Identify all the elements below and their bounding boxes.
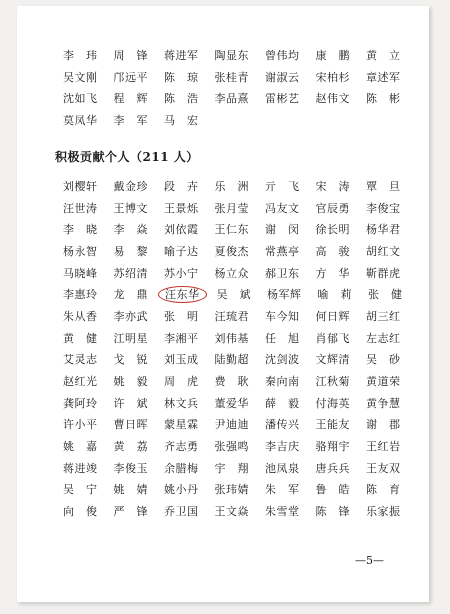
name-cell: 陈 锋 (315, 505, 350, 519)
name-cell: 许 斌 (113, 396, 148, 410)
name-cell: 郝卫东 (265, 266, 300, 280)
name-cell: 冯友文 (265, 201, 300, 215)
name-cell: 黄 荔 (113, 440, 148, 454)
name-cell: 戈 锐 (113, 353, 148, 367)
name-cell: 李俊玉 (113, 461, 148, 475)
name-cell: 邝远平 (113, 70, 148, 84)
name-cell: 严 锋 (113, 505, 148, 519)
name-cell: 唐兵兵 (315, 461, 350, 475)
name-cell: 马 宏 (164, 113, 199, 127)
name-row (55, 175, 411, 197)
name-cell: 车今知 (265, 309, 300, 323)
name-cell: 杨立众 (214, 266, 249, 280)
name-cell: 陶显东 (214, 48, 249, 62)
name-row (55, 392, 411, 414)
name-cell: 喻 莉 (317, 288, 352, 302)
name-cell: 李 玮 (63, 48, 98, 62)
name-row (55, 218, 411, 240)
name-cell: 吴文刚 (63, 70, 98, 84)
name-cell: 亓 飞 (265, 179, 300, 193)
name-cell: 戴金珍 (113, 179, 148, 193)
name-cell: 尹迪迪 (214, 418, 249, 432)
name-cell: 谢 郡 (366, 418, 401, 432)
name-cell: 乐 洲 (214, 179, 249, 193)
name-cell: 林文兵 (164, 396, 199, 410)
name-cell: 鲁 皓 (315, 483, 350, 497)
name-row (55, 44, 409, 66)
name-row (55, 414, 411, 436)
name-row (55, 327, 411, 349)
name-cell: 潘传兴 (265, 418, 300, 432)
name-row (55, 500, 411, 522)
name-cell: 高 骏 (315, 244, 350, 258)
name-cell: 刘依霞 (164, 223, 199, 237)
name-cell: 李 晓 (63, 223, 98, 237)
name-cell: 段 卉 (164, 179, 199, 193)
name-cell: 覃 旦 (366, 179, 401, 193)
name-row (55, 240, 411, 262)
name-cell: 赵伟文 (315, 92, 350, 106)
name-cell: 张月莹 (214, 201, 249, 215)
name-cell: 费 耿 (214, 375, 249, 389)
page-number: —5— (355, 554, 384, 567)
name-cell: 付海英 (315, 396, 350, 410)
name-cell: 李吉庆 (265, 440, 300, 454)
name-cell: 谢 闵 (265, 223, 300, 237)
name-cell: 吴 宁 (63, 483, 98, 497)
name-cell: 周 锋 (113, 48, 148, 62)
name-cell: 曾伟均 (265, 48, 300, 62)
document-page (17, 6, 429, 602)
name-cell: 李湘平 (164, 331, 199, 345)
name-cell: 朱 军 (265, 483, 300, 497)
name-cell: 李俊宝 (366, 201, 401, 215)
name-cell: 陈 彬 (366, 92, 401, 106)
name-cell: 喻子达 (164, 244, 199, 258)
name-list-previous (55, 44, 409, 131)
name-cell: 文辉清 (315, 353, 350, 367)
name-cell: 杨军辉 (267, 288, 302, 302)
name-cell: 周 虎 (164, 375, 199, 389)
name-cell: 张强鸣 (214, 440, 249, 454)
name-cell-circled: 汪东华 (158, 286, 207, 303)
name-cell: 宋 涛 (315, 179, 350, 193)
name-cell: 江明星 (113, 331, 148, 345)
name-cell: 胡红文 (366, 244, 401, 258)
name-cell: 齐志勇 (164, 440, 199, 454)
name-cell: 许小平 (63, 418, 98, 432)
name-cell: 章述军 (366, 70, 401, 84)
name-row (55, 87, 409, 109)
section-title: 积极贡献个人（211 人） (55, 150, 199, 164)
name-cell: 王能友 (315, 418, 350, 432)
name-cell: 曹日晖 (113, 418, 148, 432)
name-cell: 余腊梅 (164, 461, 199, 475)
name-cell: 陈 育 (366, 483, 401, 497)
name-cell: 方 华 (315, 266, 350, 280)
name-cell: 姚小丹 (164, 483, 199, 497)
name-row (55, 435, 411, 457)
name-cell: 黄道荣 (366, 375, 401, 389)
name-cell: 张桂青 (214, 70, 249, 84)
name-cell: 朱从香 (63, 309, 98, 323)
name-cell: 靳群虎 (366, 266, 401, 280)
name-cell: 姚 婧 (113, 483, 148, 497)
name-cell: 莫凤华 (63, 113, 98, 127)
name-cell: 雷彬艺 (265, 92, 300, 106)
name-cell: 骆翔宇 (315, 440, 350, 454)
name-cell: 康 鹏 (315, 48, 350, 62)
name-row (55, 262, 411, 284)
name-cell: 张 健 (368, 288, 403, 302)
name-cell: 汪世涛 (63, 201, 98, 215)
name-cell: 黄 健 (63, 331, 98, 345)
name-cell: 蒙星霖 (164, 418, 199, 432)
name-cell: 王红岩 (366, 440, 401, 454)
name-cell: 程 辉 (113, 92, 148, 106)
name-cell: 蒋进军 (164, 48, 199, 62)
name-cell: 池凤泉 (265, 461, 300, 475)
name-cell: 杨华君 (366, 223, 401, 237)
name-row (55, 66, 409, 88)
name-cell: 杨永智 (63, 244, 98, 258)
name-cell: 乐家振 (366, 505, 401, 519)
name-cell: 马晓峰 (63, 266, 98, 280)
name-cell: 赵红光 (63, 375, 98, 389)
name-cell: 陈 琼 (164, 70, 199, 84)
name-cell: 沈如飞 (63, 92, 98, 106)
name-row (55, 370, 411, 392)
name-cell: 王仁东 (214, 223, 249, 237)
name-cell: 江秋菊 (315, 375, 350, 389)
name-cell: 王博文 (113, 201, 148, 215)
name-cell: 王文焱 (214, 505, 249, 519)
name-row (55, 283, 411, 305)
name-cell: 刘玉成 (164, 353, 199, 367)
name-cell: 任 旭 (265, 331, 300, 345)
name-cell: 蒋进竣 (63, 461, 98, 475)
name-list-contributors (55, 175, 411, 522)
name-cell: 李 焱 (113, 223, 148, 237)
name-cell: 姚 嘉 (63, 440, 98, 454)
name-cell: 汪琉君 (214, 309, 249, 323)
name-cell: 朱雪堂 (265, 505, 300, 519)
name-cell: 左志红 (366, 331, 401, 345)
name-cell: 秦向南 (265, 375, 300, 389)
name-row (55, 197, 411, 219)
name-cell: 李品熹 (214, 92, 249, 106)
name-cell: 艾灵志 (63, 353, 98, 367)
name-cell: 胡三红 (366, 309, 401, 323)
name-cell: 苏小宁 (164, 266, 199, 280)
name-cell: 董爱华 (214, 396, 249, 410)
name-cell: 姚 毅 (113, 375, 148, 389)
name-cell: 常燕亭 (265, 244, 300, 258)
name-cell: 吴 斌 (216, 288, 251, 302)
name-cell: 向 俊 (63, 505, 98, 519)
name-cell: 陈 浩 (164, 92, 199, 106)
name-cell: 宇 翔 (214, 461, 249, 475)
name-row (55, 457, 411, 479)
name-cell: 易 黎 (113, 244, 148, 258)
name-cell: 刘伟基 (214, 331, 249, 345)
name-cell: 沈剑波 (265, 353, 300, 367)
name-row (55, 349, 411, 371)
name-cell: 徐长明 (315, 223, 350, 237)
name-cell: 刘樱轩 (63, 179, 98, 193)
name-cell: 陆勤超 (214, 353, 249, 367)
name-cell: 王友双 (366, 461, 401, 475)
name-cell: 苏绍清 (113, 266, 148, 280)
name-cell: 李惠玲 (63, 288, 98, 302)
name-cell: 乔卫国 (164, 505, 199, 519)
name-row (55, 479, 411, 501)
name-cell: 宋柏杉 (315, 70, 350, 84)
name-row (55, 305, 411, 327)
name-cell: 张 明 (164, 309, 199, 323)
name-cell: 吴 砂 (366, 353, 401, 367)
name-cell: 龚阿玲 (63, 396, 98, 410)
name-cell: 李亦武 (113, 309, 148, 323)
name-cell: 何日辉 (315, 309, 350, 323)
name-cell: 王景烁 (164, 201, 199, 215)
name-row (55, 109, 409, 131)
name-cell: 李 军 (113, 113, 148, 127)
name-cell: 夏俊杰 (214, 244, 249, 258)
name-cell: 官辰勇 (315, 201, 350, 215)
name-cell: 黄争慧 (366, 396, 401, 410)
name-cell: 张玮婧 (214, 483, 249, 497)
name-cell: 谢淑云 (265, 70, 300, 84)
name-cell: 肖郁飞 (315, 331, 350, 345)
name-cell: 黄 立 (366, 48, 401, 62)
name-cell: 薛 毅 (265, 396, 300, 410)
name-cell: 龙 鼎 (113, 288, 148, 302)
